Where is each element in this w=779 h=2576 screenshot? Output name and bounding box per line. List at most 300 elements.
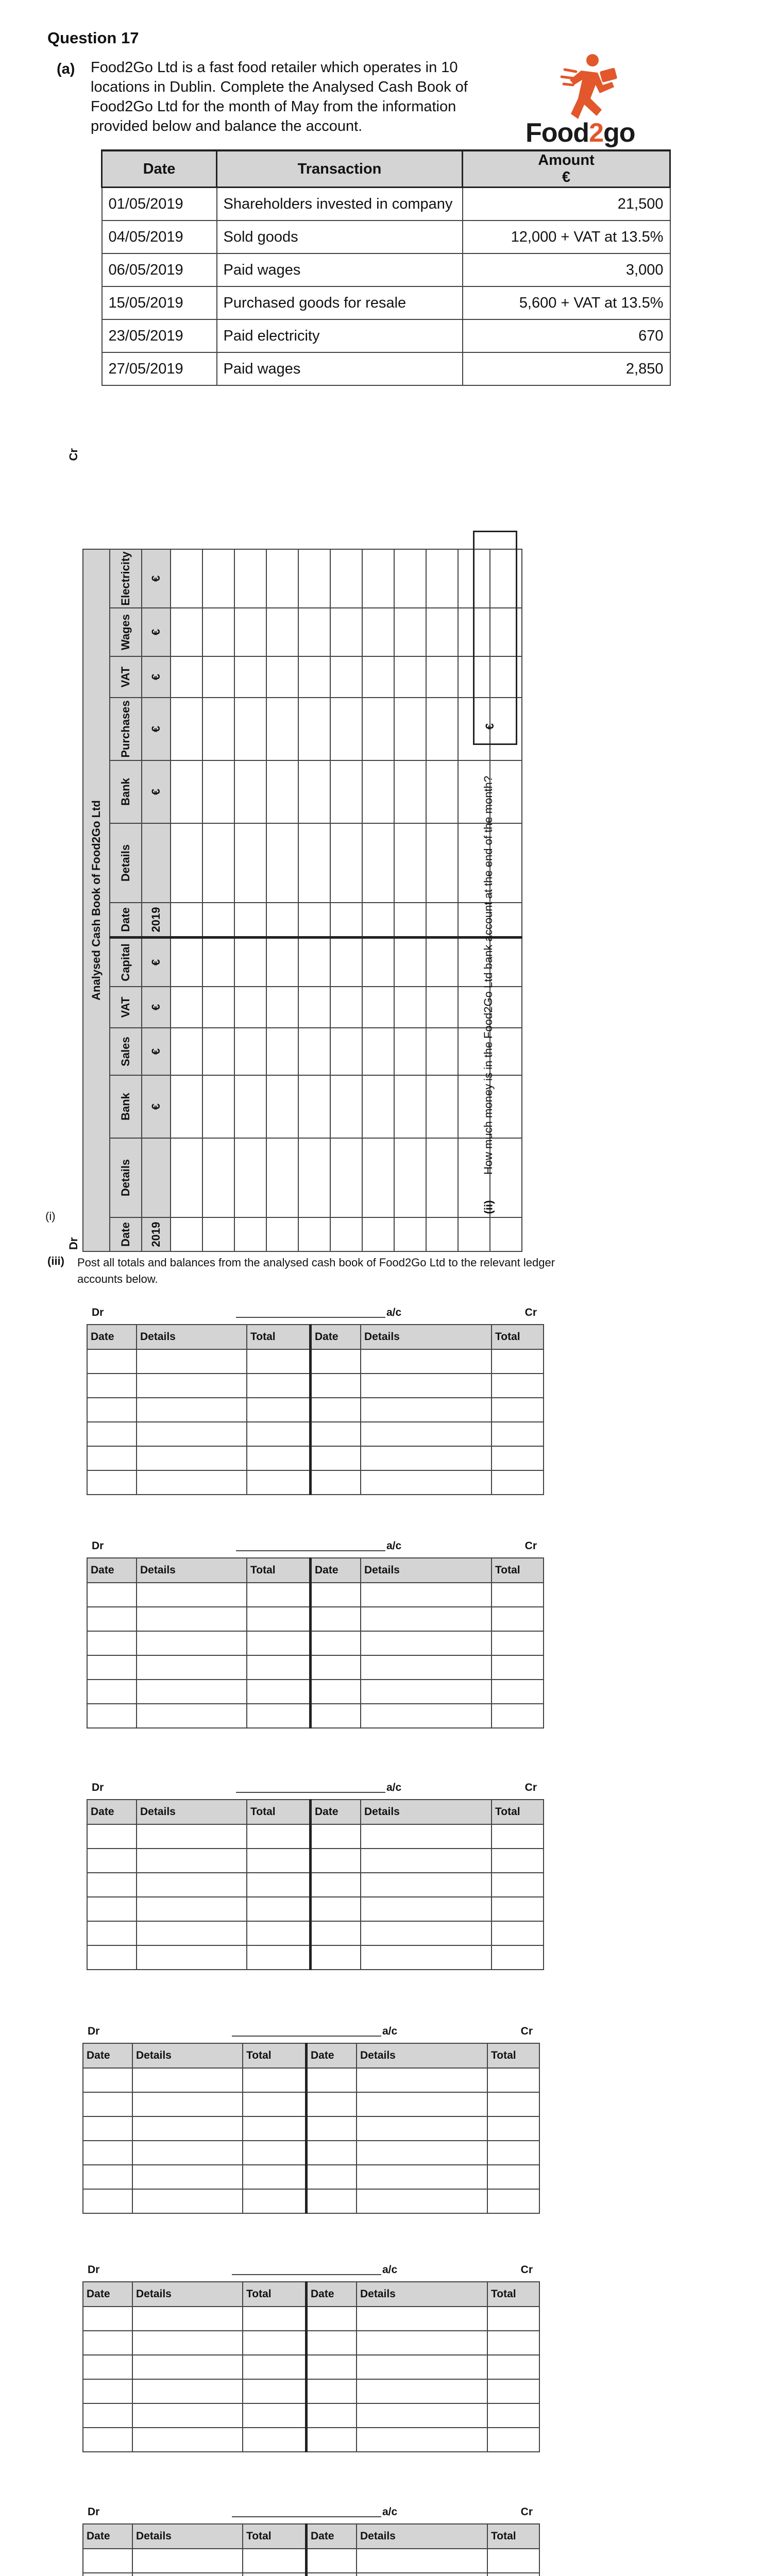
cb-cell[interactable] [234,938,266,987]
cb-cell[interactable] [362,698,394,760]
cb-cell[interactable] [330,938,362,987]
ledger-cell[interactable] [487,2355,539,2379]
ledger-cell[interactable] [361,1422,492,1446]
ledger-cell[interactable] [87,1824,137,1849]
ledger-cell[interactable] [361,1398,492,1422]
cb-cell[interactable] [362,1217,394,1251]
cb-cell[interactable] [266,549,298,608]
ledger-cell[interactable] [83,2092,132,2116]
cb-cell[interactable] [298,760,330,823]
cb-cell[interactable] [426,1138,458,1217]
ledger-cell[interactable] [311,1422,361,1446]
ledger-cell[interactable] [87,1446,137,1470]
cb-cell[interactable] [202,760,234,823]
cb-cell[interactable] [426,903,458,938]
ledger-cell[interactable] [361,1824,492,1849]
ledger-cell[interactable] [492,1398,544,1422]
cb-cell[interactable] [266,1075,298,1138]
cb-cell[interactable] [426,1217,458,1251]
ledger-cell[interactable] [83,2573,132,2576]
ledger-cell[interactable] [357,2307,487,2331]
ledger-cell[interactable] [357,2068,487,2092]
ledger-cell[interactable] [247,1897,311,1921]
cb-cell[interactable] [362,656,394,698]
cb-cell[interactable] [394,549,426,608]
cb-cell[interactable] [266,698,298,760]
cb-cell[interactable] [202,823,234,903]
ledger-cell[interactable] [357,2379,487,2403]
ledger-cell[interactable] [83,2549,132,2573]
account-name-blank[interactable] [232,2274,381,2275]
ledger-cell[interactable] [132,2068,243,2092]
cb-cell[interactable] [171,1217,202,1251]
ledger-cell[interactable] [83,2355,132,2379]
cb-cell[interactable] [171,698,202,760]
ledger-cell[interactable] [243,2068,307,2092]
cb-cell[interactable] [362,987,394,1028]
ledger-cell[interactable] [247,1422,311,1446]
ledger-cell[interactable] [311,1349,361,1374]
ledger-cell[interactable] [83,2068,132,2092]
cb-cell[interactable] [266,1028,298,1075]
cb-cell[interactable] [330,608,362,656]
ledger-cell[interactable] [311,1655,361,1680]
ledger-cell[interactable] [137,1398,247,1422]
ledger-cell[interactable] [137,1680,247,1704]
ledger-cell[interactable] [83,2116,132,2141]
ledger-cell[interactable] [361,1849,492,1873]
cb-cell[interactable] [202,1217,234,1251]
ledger-cell[interactable] [137,1897,247,1921]
ledger-cell[interactable] [307,2573,357,2576]
cb-cell[interactable] [171,656,202,698]
cb-cell[interactable] [330,1138,362,1217]
ledger-cell[interactable] [243,2092,307,2116]
cb-cell[interactable] [362,608,394,656]
cb-cell[interactable] [298,938,330,987]
ledger-cell[interactable] [87,1349,137,1374]
ledger-cell[interactable] [137,1422,247,1446]
account-name-blank[interactable] [232,2516,381,2517]
ledger-cell[interactable] [87,1921,137,1945]
cb-cell[interactable] [234,987,266,1028]
account-name-blank[interactable] [236,1317,385,1318]
cb-cell[interactable] [234,549,266,608]
ledger-cell[interactable] [247,1873,311,1897]
ledger-cell[interactable] [247,1398,311,1422]
cb-cell[interactable] [171,608,202,656]
ledger-cell[interactable] [307,2355,357,2379]
ledger-cell[interactable] [307,2092,357,2116]
cb-cell[interactable] [298,608,330,656]
ledger-cell[interactable] [137,1446,247,1470]
ledger-cell[interactable] [87,1422,137,1446]
cb-cell[interactable] [330,1217,362,1251]
cb-cell[interactable] [171,938,202,987]
cb-cell[interactable] [394,938,426,987]
ledger-cell[interactable] [247,1583,311,1607]
ledger-cell[interactable] [87,1655,137,1680]
cb-cell[interactable] [234,903,266,938]
cb-cell[interactable] [298,656,330,698]
ledger-cell[interactable] [87,1583,137,1607]
ledger-cell[interactable] [361,1374,492,1398]
ledger-cell[interactable] [243,2165,307,2189]
ledger-cell[interactable] [83,2331,132,2355]
ledger-cell[interactable] [307,2428,357,2452]
ledger-cell[interactable] [307,2331,357,2355]
ledger-cell[interactable] [357,2092,487,2116]
cb-cell[interactable] [362,823,394,903]
ledger-cell[interactable] [361,1607,492,1631]
ledger-cell[interactable] [243,2428,307,2452]
cb-cell[interactable] [266,656,298,698]
cb-cell[interactable] [426,608,458,656]
ledger-cell[interactable] [132,2116,243,2141]
cb-cell[interactable] [266,987,298,1028]
cb-cell[interactable] [298,1138,330,1217]
ledger-cell[interactable] [361,1655,492,1680]
cb-cell[interactable] [362,938,394,987]
ledger-cell[interactable] [137,1824,247,1849]
ledger-cell[interactable] [357,2189,487,2213]
ledger-cell[interactable] [311,1897,361,1921]
cb-cell[interactable] [171,1138,202,1217]
cb-cell[interactable] [330,549,362,608]
ledger-cell[interactable] [137,1470,247,1495]
ledger-cell[interactable] [137,1607,247,1631]
ledger-cell[interactable] [83,2379,132,2403]
cb-cell[interactable] [330,903,362,938]
ledger-cell[interactable] [137,1374,247,1398]
ledger-cell[interactable] [243,2307,307,2331]
ledger-cell[interactable] [137,1349,247,1374]
ledger-cell[interactable] [311,1849,361,1873]
ledger-cell[interactable] [311,1583,361,1607]
ledger-cell[interactable] [247,1824,311,1849]
ledger-cell[interactable] [247,1607,311,1631]
ledger-cell[interactable] [87,1398,137,1422]
ledger-cell[interactable] [492,1583,544,1607]
cb-cell[interactable] [202,608,234,656]
cb-cell[interactable] [298,987,330,1028]
cb-cell[interactable] [362,549,394,608]
cb-cell[interactable] [394,903,426,938]
cb-cell[interactable] [171,823,202,903]
ledger-cell[interactable] [137,1849,247,1873]
cb-cell[interactable] [330,698,362,760]
cb-cell[interactable] [490,1217,522,1251]
cb-cell[interactable] [266,760,298,823]
ledger-cell[interactable] [83,2141,132,2165]
ledger-cell[interactable] [87,1374,137,1398]
cb-cell[interactable] [234,760,266,823]
cb-cell[interactable] [426,987,458,1028]
cb-cell[interactable] [234,656,266,698]
ledger-cell[interactable] [137,1704,247,1728]
cb-cell[interactable] [298,698,330,760]
ledger-cell[interactable] [247,1349,311,1374]
ledger-cell[interactable] [87,1680,137,1704]
cb-cell[interactable] [298,1217,330,1251]
ledger-cell[interactable] [247,1655,311,1680]
cb-cell[interactable] [266,903,298,938]
ledger-cell[interactable] [361,1349,492,1374]
ledger-cell[interactable] [361,1921,492,1945]
cb-cell[interactable] [330,1028,362,1075]
cb-cell[interactable] [234,1028,266,1075]
ledger-cell[interactable] [247,1631,311,1655]
cb-cell[interactable] [330,823,362,903]
ledger-cell[interactable] [137,1655,247,1680]
cb-cell[interactable] [171,549,202,608]
ledger-cell[interactable] [132,2428,243,2452]
ledger-cell[interactable] [492,1824,544,1849]
ledger-cell[interactable] [243,2141,307,2165]
ledger-cell[interactable] [492,1607,544,1631]
ledger-cell[interactable] [487,2549,539,2573]
cb-cell[interactable] [234,1075,266,1138]
ledger-cell[interactable] [87,1873,137,1897]
cb-cell[interactable] [298,1075,330,1138]
ledger-cell[interactable] [87,1470,137,1495]
cb-cell[interactable] [171,1075,202,1138]
cb-cell[interactable] [202,938,234,987]
ledger-cell[interactable] [357,2141,487,2165]
ledger-cell[interactable] [247,1680,311,1704]
cb-cell[interactable] [266,938,298,987]
cb-cell[interactable] [171,903,202,938]
ledger-cell[interactable] [307,2403,357,2428]
cb-cell[interactable] [266,1217,298,1251]
ledger-cell[interactable] [487,2116,539,2141]
ledger-cell[interactable] [247,1374,311,1398]
cb-cell[interactable] [234,698,266,760]
ledger-cell[interactable] [492,1704,544,1728]
ledger-cell[interactable] [487,2379,539,2403]
ledger-cell[interactable] [311,1921,361,1945]
cb-cell[interactable] [330,987,362,1028]
cb-cell[interactable] [298,903,330,938]
ledger-cell[interactable] [137,1945,247,1970]
ledger-cell[interactable] [361,1897,492,1921]
ledger-cell[interactable] [132,2331,243,2355]
ledger-cell[interactable] [492,1945,544,1970]
cb-cell[interactable] [394,1075,426,1138]
account-name-blank[interactable] [236,1792,385,1793]
cb-cell[interactable] [394,608,426,656]
cb-cell[interactable] [266,1138,298,1217]
cb-cell[interactable] [426,549,458,608]
ledger-cell[interactable] [247,1921,311,1945]
ledger-cell[interactable] [487,2189,539,2213]
ledger-cell[interactable] [361,1704,492,1728]
cb-cell[interactable] [362,1075,394,1138]
cb-cell[interactable] [234,608,266,656]
ledger-cell[interactable] [311,1945,361,1970]
cb-cell[interactable] [362,1138,394,1217]
ledger-cell[interactable] [361,1446,492,1470]
cb-cell[interactable] [202,1138,234,1217]
ledger-cell[interactable] [83,2189,132,2213]
cb-cell[interactable] [394,656,426,698]
ledger-cell[interactable] [492,1446,544,1470]
ledger-cell[interactable] [243,2189,307,2213]
ledger-cell[interactable] [137,1631,247,1655]
ledger-cell[interactable] [487,2092,539,2116]
cb-cell[interactable] [298,1028,330,1075]
ledger-cell[interactable] [311,1704,361,1728]
cb-cell[interactable] [426,760,458,823]
ledger-cell[interactable] [492,1921,544,1945]
ledger-cell[interactable] [307,2189,357,2213]
cb-cell[interactable] [330,1075,362,1138]
ledger-cell[interactable] [492,1374,544,1398]
cb-cell[interactable] [426,823,458,903]
cb-cell[interactable] [298,823,330,903]
cb-cell[interactable] [330,760,362,823]
ledger-cell[interactable] [311,1873,361,1897]
ledger-cell[interactable] [492,1422,544,1446]
ledger-cell[interactable] [357,2331,487,2355]
ledger-cell[interactable] [137,1921,247,1945]
ledger-cell[interactable] [307,2549,357,2573]
cb-cell[interactable] [330,656,362,698]
cb-cell[interactable] [171,760,202,823]
cb-cell[interactable] [202,903,234,938]
ledger-cell[interactable] [311,1446,361,1470]
cb-cell[interactable] [202,656,234,698]
bank-balance-answer-box[interactable]: € [473,531,517,745]
ledger-cell[interactable] [487,2428,539,2452]
cb-cell[interactable] [362,760,394,823]
cb-cell[interactable] [362,1028,394,1075]
ledger-cell[interactable] [132,2355,243,2379]
ledger-cell[interactable] [311,1824,361,1849]
account-name-blank[interactable] [232,2036,381,2037]
ledger-cell[interactable] [83,2428,132,2452]
cb-cell[interactable] [171,1028,202,1075]
ledger-cell[interactable] [247,1704,311,1728]
ledger-cell[interactable] [243,2403,307,2428]
cb-cell[interactable] [202,698,234,760]
ledger-cell[interactable] [357,2355,487,2379]
ledger-cell[interactable] [487,2141,539,2165]
cb-cell[interactable] [426,1028,458,1075]
ledger-cell[interactable] [361,1945,492,1970]
ledger-cell[interactable] [357,2428,487,2452]
cb-cell[interactable] [394,823,426,903]
ledger-cell[interactable] [132,2379,243,2403]
ledger-cell[interactable] [492,1655,544,1680]
cb-cell[interactable] [202,549,234,608]
cb-cell[interactable] [266,823,298,903]
cb-cell[interactable] [394,1217,426,1251]
ledger-cell[interactable] [357,2116,487,2141]
cb-cell[interactable] [394,760,426,823]
ledger-cell[interactable] [492,1349,544,1374]
ledger-cell[interactable] [492,1897,544,1921]
ledger-cell[interactable] [357,2165,487,2189]
ledger-cell[interactable] [307,2379,357,2403]
ledger-cell[interactable] [132,2141,243,2165]
ledger-cell[interactable] [87,1945,137,1970]
ledger-cell[interactable] [492,1680,544,1704]
ledger-cell[interactable] [492,1873,544,1897]
ledger-cell[interactable] [311,1680,361,1704]
ledger-cell[interactable] [361,1583,492,1607]
ledger-cell[interactable] [243,2355,307,2379]
ledger-cell[interactable] [247,1945,311,1970]
ledger-cell[interactable] [87,1897,137,1921]
cb-cell[interactable] [458,1217,490,1251]
ledger-cell[interactable] [361,1873,492,1897]
ledger-cell[interactable] [487,2403,539,2428]
ledger-cell[interactable] [307,2116,357,2141]
ledger-cell[interactable] [243,2549,307,2573]
ledger-cell[interactable] [243,2573,307,2576]
ledger-cell[interactable] [357,2549,487,2573]
ledger-cell[interactable] [487,2331,539,2355]
ledger-cell[interactable] [311,1374,361,1398]
ledger-cell[interactable] [137,1583,247,1607]
ledger-cell[interactable] [243,2116,307,2141]
ledger-cell[interactable] [132,2307,243,2331]
cb-cell[interactable] [394,987,426,1028]
ledger-cell[interactable] [83,2403,132,2428]
ledger-cell[interactable] [487,2165,539,2189]
ledger-cell[interactable] [307,2141,357,2165]
ledger-cell[interactable] [361,1631,492,1655]
ledger-cell[interactable] [87,1704,137,1728]
ledger-cell[interactable] [132,2189,243,2213]
ledger-cell[interactable] [87,1849,137,1873]
ledger-cell[interactable] [243,2379,307,2403]
ledger-cell[interactable] [311,1631,361,1655]
ledger-cell[interactable] [137,1873,247,1897]
cb-cell[interactable] [426,656,458,698]
cb-cell[interactable] [426,1075,458,1138]
ledger-cell[interactable] [132,2573,243,2576]
ledger-cell[interactable] [132,2403,243,2428]
ledger-cell[interactable] [357,2403,487,2428]
ledger-cell[interactable] [132,2165,243,2189]
ledger-cell[interactable] [487,2573,539,2576]
cb-cell[interactable] [202,987,234,1028]
ledger-cell[interactable] [357,2573,487,2576]
ledger-cell[interactable] [492,1849,544,1873]
ledger-cell[interactable] [243,2331,307,2355]
ledger-cell[interactable] [247,1470,311,1495]
cb-cell[interactable] [426,938,458,987]
cb-cell[interactable] [202,1075,234,1138]
ledger-cell[interactable] [83,2307,132,2331]
ledger-cell[interactable] [247,1446,311,1470]
ledger-cell[interactable] [307,2307,357,2331]
cb-cell[interactable] [394,1138,426,1217]
cb-cell[interactable] [234,1217,266,1251]
ledger-cell[interactable] [247,1849,311,1873]
ledger-cell[interactable] [492,1631,544,1655]
cb-cell[interactable] [171,987,202,1028]
ledger-cell[interactable] [87,1631,137,1655]
ledger-cell[interactable] [492,1470,544,1495]
cb-cell[interactable] [202,1028,234,1075]
account-name-blank[interactable] [236,1550,385,1551]
ledger-cell[interactable] [307,2068,357,2092]
ledger-cell[interactable] [361,1680,492,1704]
cb-cell[interactable] [266,608,298,656]
